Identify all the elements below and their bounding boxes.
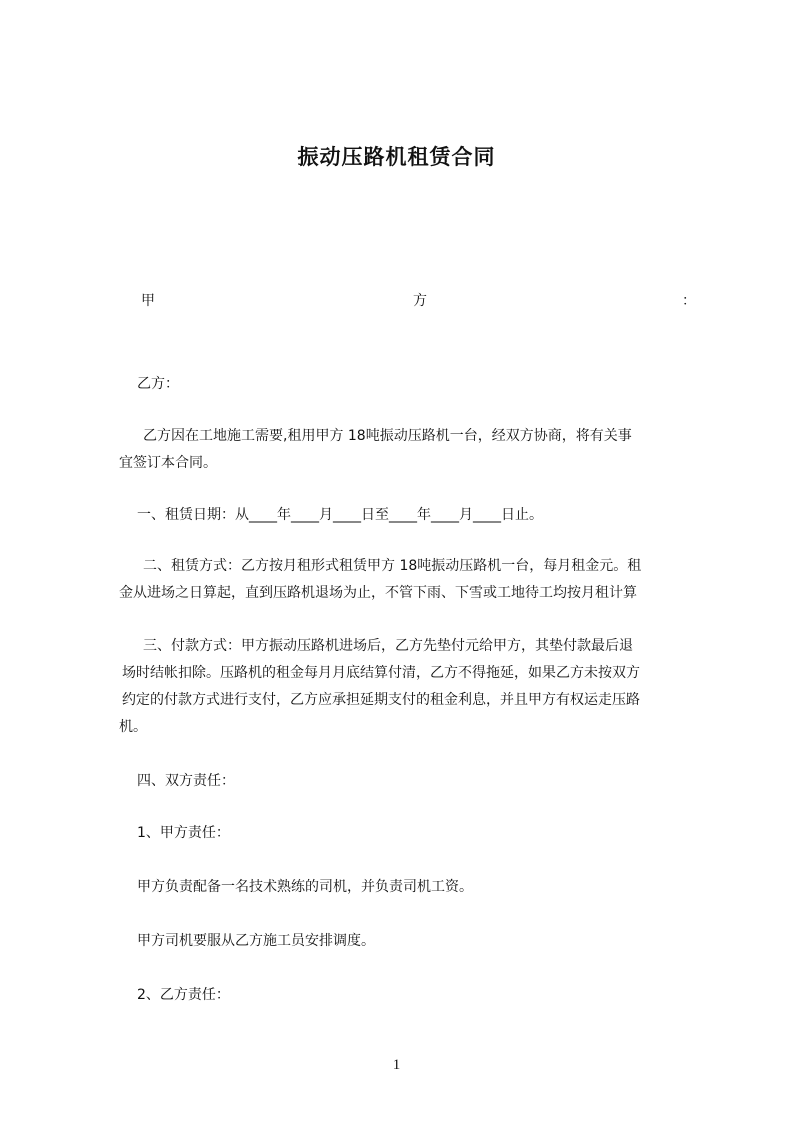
clause-2-line-1: 二、租赁方式：乙方按月租形式租赁甲方 18吨振动压路机一台，每月租金元。租	[143, 558, 642, 574]
page-number: 1	[392, 1057, 401, 1073]
party-a-char-2: 方	[413, 293, 427, 309]
clause-1-rental-period: 一、租赁日期：从____年____月____日至____年____月____日止。	[137, 507, 543, 523]
clause-3-line-4: 机。	[119, 719, 147, 735]
clause-3-line-1: 三、付款方式：甲方振动压路机进场后，乙方先垫付元给甲方，其垫付款最后退	[143, 638, 633, 654]
document-title: 振动压路机租赁合同	[297, 145, 496, 169]
clause-3-line-3: 约定的付款方式进行支付，乙方应承担延期支付的租金利息，并且甲方有权运走压路	[122, 692, 640, 708]
clause-4-responsibilities: 四、双方责任：	[137, 773, 235, 789]
intro-line-2: 宜签订本合同。	[119, 455, 217, 471]
party-a-responsibility-item-2: 甲方司机要服从乙方施工员安排调度。	[137, 933, 375, 949]
clause-3-payment-method	[119, 633, 640, 741]
party-a-responsibility-item-1: 甲方负责配备一名技术熟练的司机，并负责司机工资。	[137, 879, 473, 895]
party-a-line	[0, 290, 793, 314]
party-b-line: 乙方：	[137, 376, 179, 392]
party-a-char-1: 甲	[141, 293, 155, 309]
clause-2-line-2: 金从进场之日算起，直到压路机退场为止，不管下雨、下雪或工地待工均按月租计算	[119, 585, 637, 601]
party-a-colon: ：	[682, 293, 696, 309]
clause-2-rental-method	[119, 553, 641, 607]
intro-line-1: 乙方因在工地施工需要,租用甲方 18吨振动压路机一台，经双方协商，将有关事	[143, 428, 632, 444]
intro-paragraph	[119, 423, 632, 477]
party-b-responsibility-heading: 2、乙方责任：	[137, 987, 230, 1003]
clause-3-line-2: 场时结帐扣除。压路机的租金每月月底结算付清，乙方不得拖延，如果乙方未按双方	[122, 665, 640, 681]
party-a-responsibility-heading: 1、甲方责任：	[137, 825, 230, 841]
